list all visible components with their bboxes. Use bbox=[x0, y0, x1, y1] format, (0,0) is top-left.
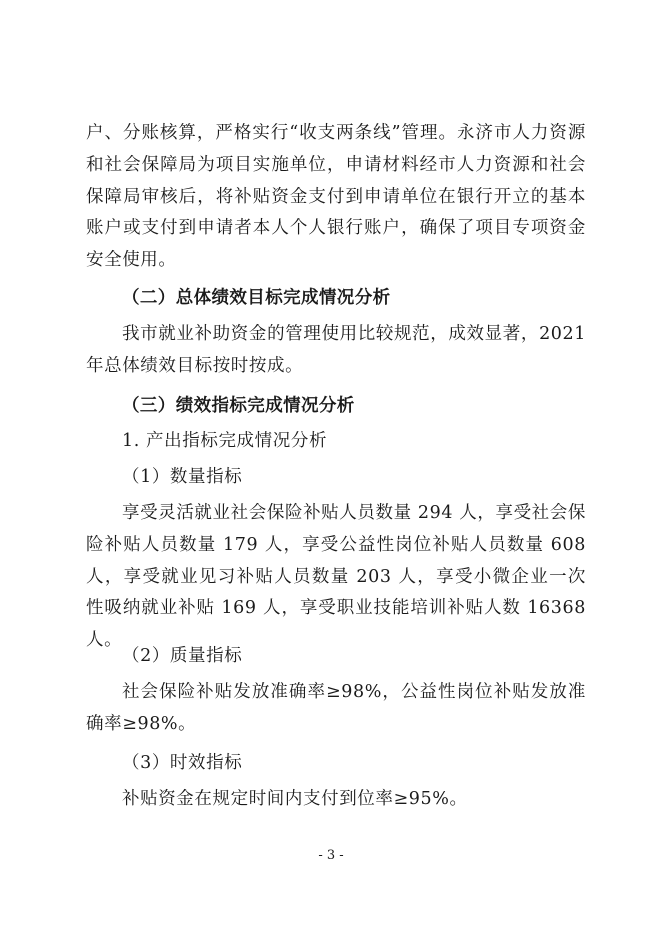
paragraph-fund-management: 户、分账核算，严格实行“收支两条线”管理。永济市人力资源和社会保障局为项目实施单位，申请材料经市人力资源和社会保障局审核后，将补贴资金支付到申请单位在银行开立的基本账户或支付到申请者本人个人银行账户，确保了项目专项资金安全使用。 bbox=[86, 123, 586, 271]
subheading-quality-indicators: （2）质量指标 bbox=[122, 646, 243, 666]
paragraph-timeliness-indicators: 补贴资金在规定时间内支付到位率≥95%。 bbox=[122, 789, 468, 809]
paragraph-quantity-indicators: 享受灵活就业社会保险补贴人员数量 294 人，享受社会保险补贴人员数量 179 人，享受公益性岗位补贴人员数量 608 人，享受就业见习补贴人员数量 203 人，享受小微企业一次性吸纳就业补贴 169 人，享受职业技能培训补贴人数 16368 人。 bbox=[86, 503, 586, 651]
subheading-quantity-indicators: （1）数量指标 bbox=[122, 467, 243, 487]
heading-overall-goal: （二）总体绩效目标完成情况分析 bbox=[122, 288, 391, 308]
subheading-output-indicators: 1. 产出指标完成情况分析 bbox=[122, 431, 328, 451]
paragraph-overall-goal: 我市就业补助资金的管理使用比较规范，成效显著，2021 年总体绩效目标按时按成。 bbox=[86, 324, 586, 376]
paragraph-quality-indicators: 社会保险补贴发放准确率≥98%，公益性岗位补贴发放准确率≥98%。 bbox=[86, 682, 586, 734]
page-number: - 3 - bbox=[318, 848, 344, 863]
heading-indicator-analysis: （三）绩效指标完成情况分析 bbox=[122, 396, 355, 416]
subheading-timeliness-indicators: （3）时效指标 bbox=[122, 753, 243, 773]
